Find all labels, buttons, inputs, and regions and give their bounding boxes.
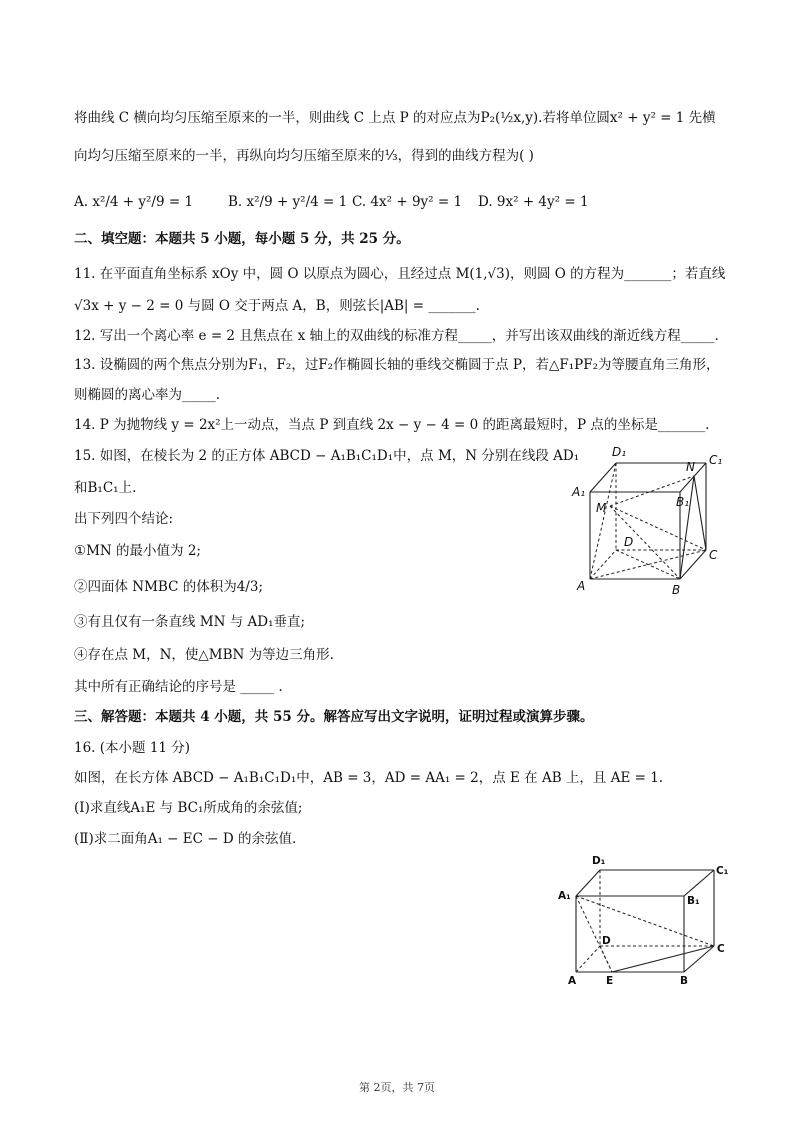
question-16-header: 16. (本小题 11 分)	[74, 740, 191, 756]
label-n: N	[686, 460, 695, 474]
question-13-line-2: 则椭圆的离心率为_____.	[74, 387, 221, 403]
question-15-answer-line: 其中所有正确结论的序号是 _____ .	[74, 679, 283, 695]
option-b: B. x²/9 + y²/4 = 1	[228, 194, 348, 210]
label-m: M	[596, 501, 607, 515]
label-b1: B₁	[687, 895, 700, 907]
question-10-text-line-1: 将曲线 C 横向均匀压缩至原来的一半，则曲线 C 上点 P 的对应点为P₂(½x,y).若将单位圆x² + y² = 1 先横	[74, 110, 716, 126]
label-b1: B₁	[676, 495, 690, 509]
question-15-conclusion-2: ②四面体 NMBC 的体积为4/3;	[74, 579, 263, 595]
label-d: D	[602, 935, 611, 947]
segment-db-hidden	[616, 550, 680, 579]
section-2-heading: 二、填空题：本题共 5 小题，每小题 5 分，共 25 分。	[74, 231, 410, 247]
label-a: A	[577, 579, 586, 593]
edge-a1d1	[590, 463, 616, 492]
question-16-part-1: (Ⅰ)求直线A₁E 与 BC₁所成角的余弦值;	[74, 800, 303, 816]
label-d: D	[624, 535, 634, 549]
edge-ad-hidden	[590, 550, 616, 579]
segment-mb-hidden	[610, 506, 680, 579]
label-c: C	[709, 548, 718, 562]
question-13-line-1: 13. 设椭圆的两个焦点分别为F₁，F₂，过F₂作椭圆长轴的垂线交椭圆于点 P，若△F₁PF₂为等腰直角三角形，	[74, 357, 720, 373]
cube-figure-q15	[566, 442, 726, 602]
question-14: 14. P 为抛物线 y = 2x²上一动点，当点 P 到直线 2x − y − 4 = 0 的距离最短时，P 点的坐标是_______.	[74, 417, 710, 433]
question-16-stem: 如图，在长方体 ABCD − A₁B₁C₁D₁中，AB = 3，AD = AA₁ = 2，点 E 在 AB 上，且 AE = 1.	[74, 770, 664, 786]
question-15-line-3: 出下列四个结论:	[74, 511, 174, 527]
label-b: B	[680, 975, 689, 987]
question-11-line-2: √3x + y − 2 = 0 与圆 O 交于两点 A，B，则弦长|AB| = _______.	[74, 298, 480, 314]
cuboid-figure-q16	[556, 852, 736, 987]
question-15-line-1: 15. 如图，在棱长为 2 的正方体 ABCD − A₁B₁C₁D₁中，点 M，N 分别在线段 AD₁	[74, 448, 580, 464]
label-a: A	[568, 975, 577, 987]
page-footer: 第 2页，共 7页	[359, 1081, 435, 1094]
segment-ad1-hidden	[590, 463, 616, 579]
edge-ad-hidden	[576, 946, 600, 972]
edge-a1d1	[576, 870, 600, 896]
section-3-heading: 三、解答题：本题共 4 小题，共 55 分。解答应写出文字说明，证明过程或演算步骤。	[74, 709, 594, 725]
label-e: E	[606, 975, 614, 987]
label-d1: D₁	[592, 855, 606, 867]
label-c: C	[717, 943, 725, 955]
segment-de-hidden	[600, 946, 612, 972]
segment-a1e-hidden	[576, 896, 612, 972]
question-10-text-line-2: 向均匀压缩至原来的一半，再纵向均匀压缩至原来的⅓，得到的曲线方程为( )	[74, 148, 534, 164]
segment-nc	[694, 476, 706, 550]
label-c1: C₁	[709, 453, 723, 467]
label-c1: C₁	[716, 865, 729, 877]
label-d1: D₁	[612, 445, 627, 459]
question-11-line-1: 11. 在平面直角坐标系 xOy 中，圆 O 以原点为圆心，且经过点 M(1,√3)，则圆 O 的方程为_______；若直线	[74, 266, 726, 282]
label-a1: A₁	[558, 890, 571, 902]
question-12: 12. 写出一个离心率 e = 2 且焦点在 x 轴上的双曲线的标准方程_____，并写出该双曲线的渐近线方程_____.	[74, 328, 719, 344]
question-15-conclusion-4: ④存在点 M，N，使△MBN 为等边三角形.	[74, 647, 334, 663]
option-c: C. 4x² + 9y² = 1	[352, 194, 463, 210]
question-15-line-2: 和B₁C₁上.	[74, 480, 137, 496]
question-15-conclusion-3: ③有且仅有一条直线 MN 与 AD₁垂直;	[74, 614, 306, 630]
option-a: A. x²/4 + y²/9 = 1	[74, 194, 194, 210]
edge-b1c1	[684, 870, 714, 896]
option-d: D. 9x² + 4y² = 1	[478, 194, 589, 210]
segment-nb	[680, 476, 694, 579]
question-15-conclusion-1: ①MN 的最小值为 2;	[74, 543, 201, 559]
label-b: B	[672, 583, 681, 597]
label-a1: A₁	[572, 485, 586, 499]
question-16-part-2: (Ⅱ)求二面角A₁ − EC − D 的余弦值.	[74, 831, 297, 847]
